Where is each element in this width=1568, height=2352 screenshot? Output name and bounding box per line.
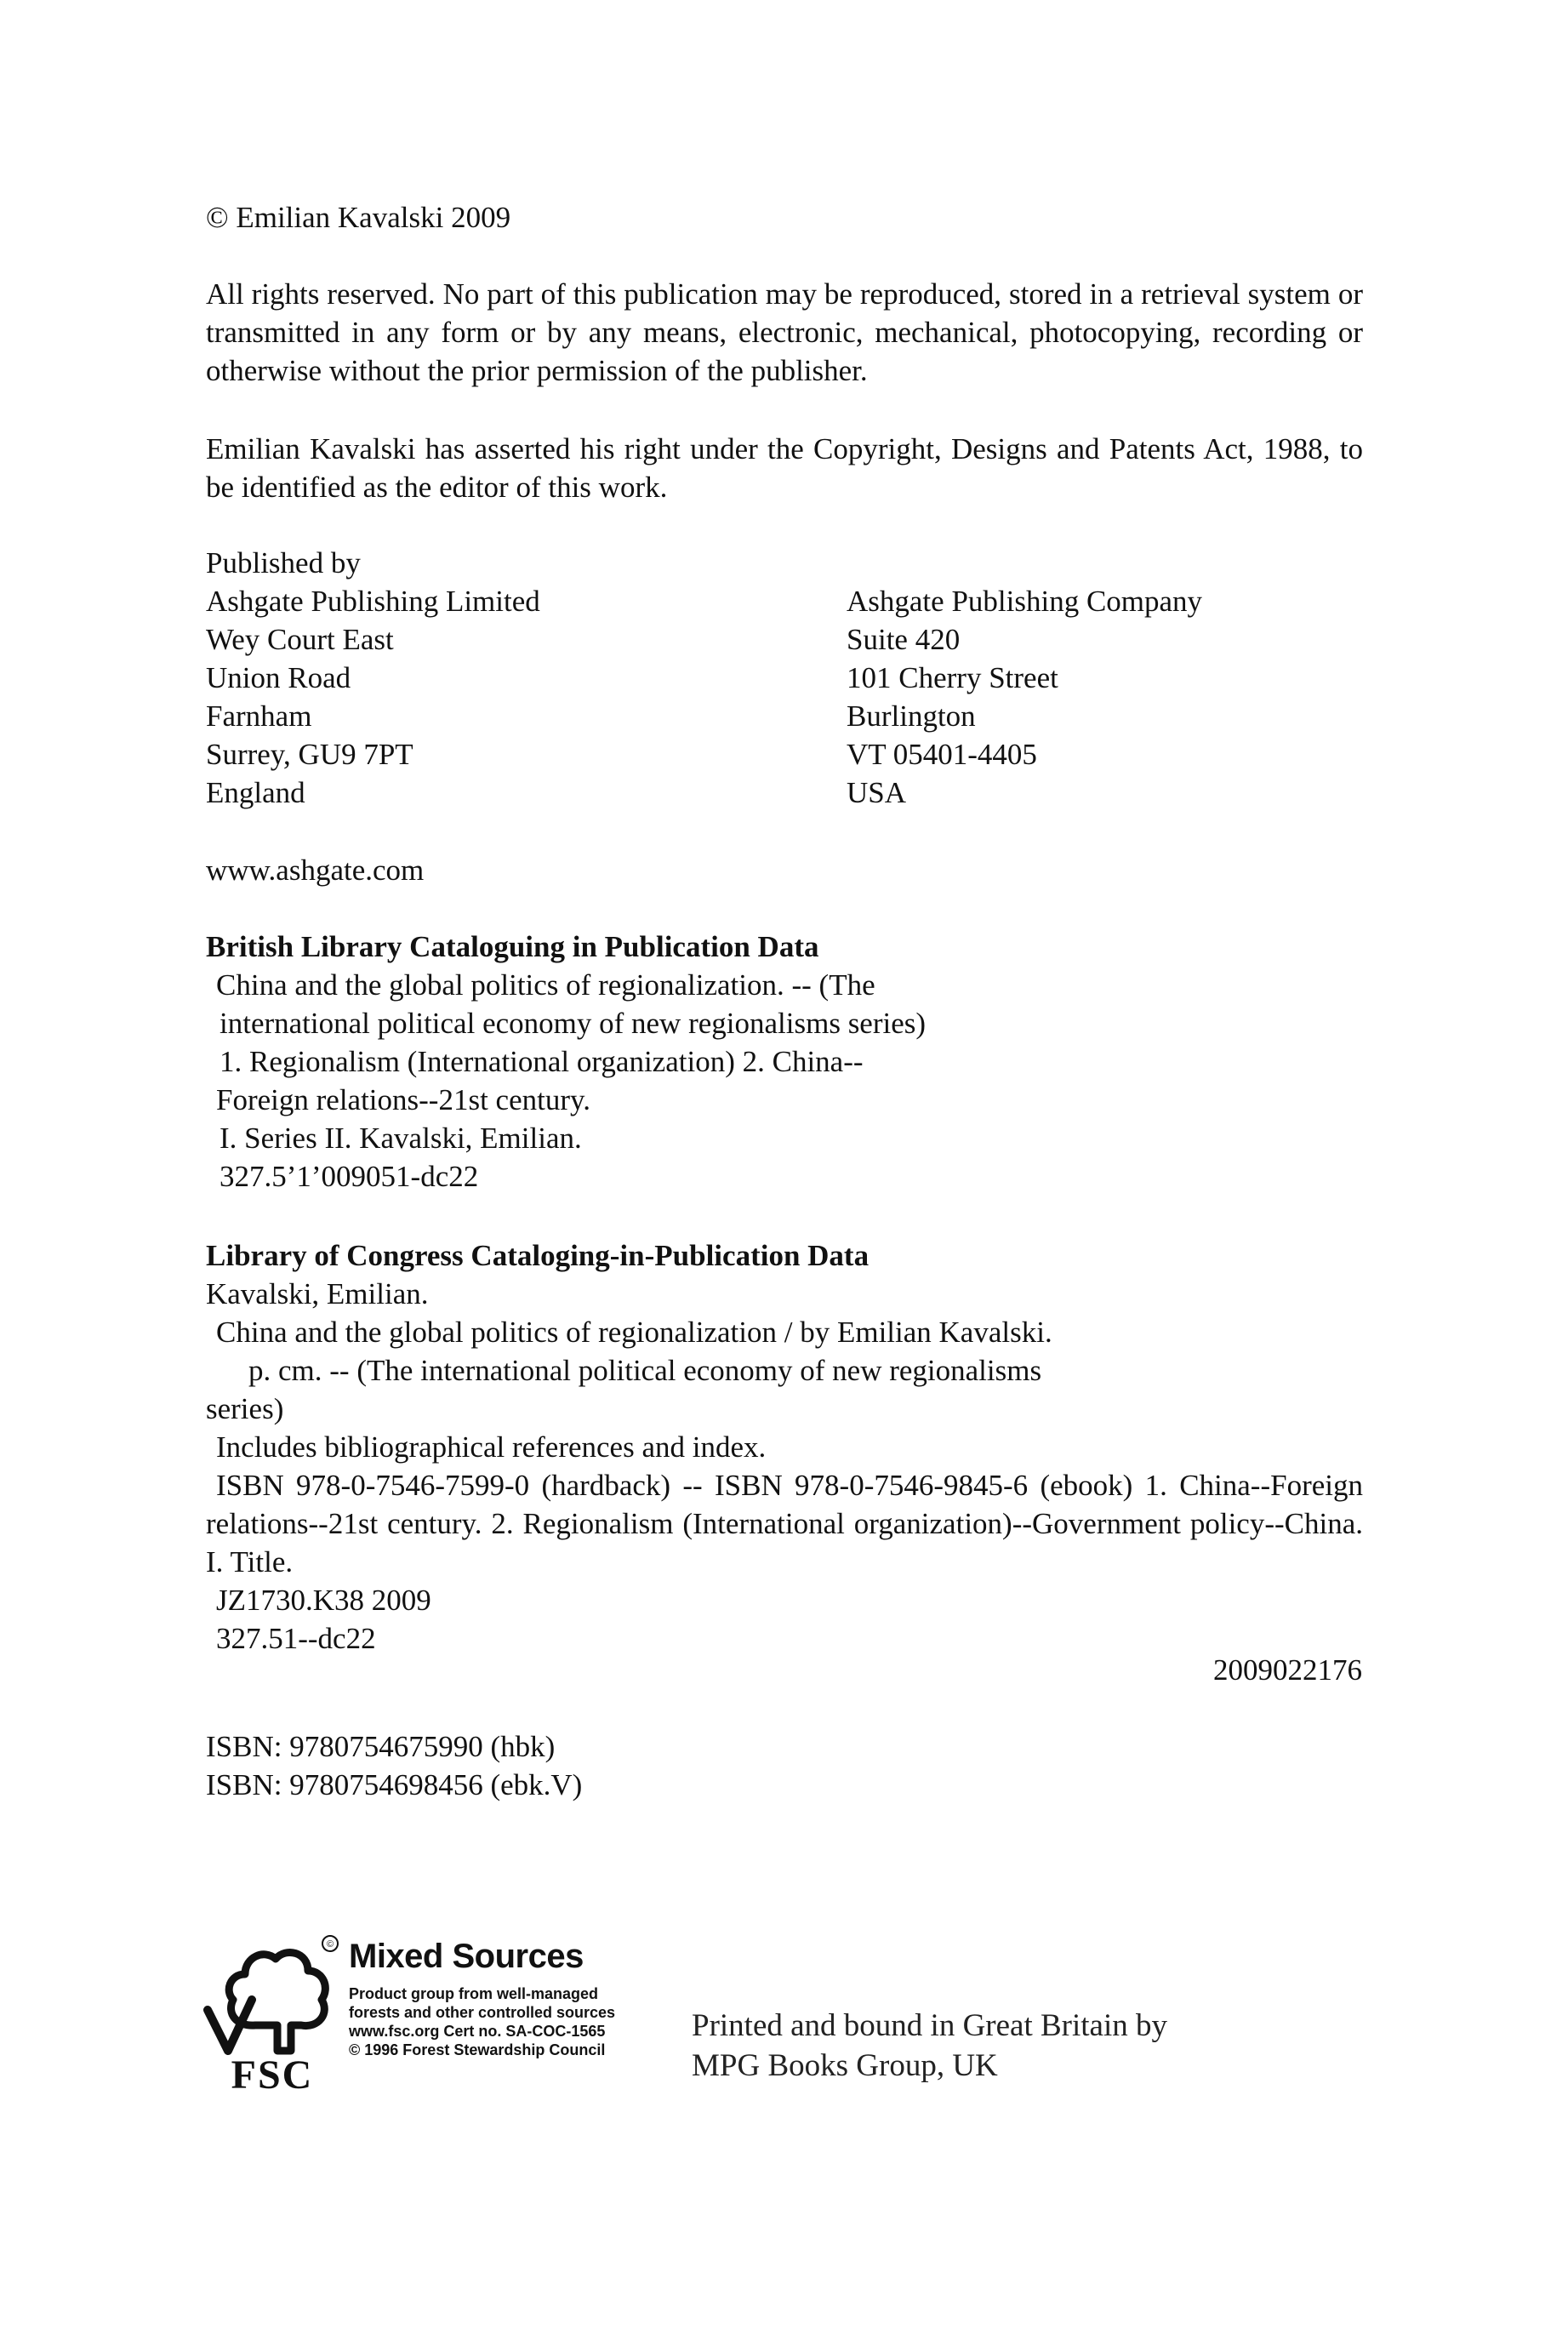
publisher-us-address	[847, 582, 1202, 812]
copyright-line	[206, 198, 1363, 237]
publisher-uk-city: Farnham	[206, 699, 312, 733]
bl-cip-line: China and the global politics of regionalization. -- (The	[216, 968, 875, 1002]
publisher-uk-region: Surrey, GU9 7PT	[206, 738, 413, 771]
publisher-us-country: USA	[847, 776, 907, 809]
publisher-uk-country: England	[206, 776, 305, 809]
fsc-text-block	[349, 1935, 655, 2059]
isbn-list	[206, 1727, 1363, 1804]
loc-cip-author: Kavalski, Emilian.	[206, 1277, 429, 1310]
published-by-label: Published by	[206, 546, 361, 579]
fsc-title: Mixed Sources	[349, 1938, 584, 1975]
publisher-uk-line2: Union Road	[206, 661, 351, 694]
loc-cip-series-cont: series)	[206, 1392, 284, 1425]
bl-cip-line: 1. Regionalism (International organization) 2. China--	[220, 1045, 864, 1078]
printer-line1: Printed and bound in Great Britain by	[692, 2008, 1168, 2043]
copyright-text: © Emilian Kavalski 2009	[206, 201, 511, 234]
loc-cip-dewey: 327.51--dc22	[216, 1622, 376, 1655]
loc-cip-notes: Includes bibliographical references and index.	[216, 1430, 767, 1464]
publisher-us-name: Ashgate Publishing Company	[847, 585, 1203, 618]
loc-cip-heading: Library of Congress Cataloging-in-Publication Data	[206, 1239, 870, 1272]
fsc-line: Product group from well-managed	[349, 1985, 599, 2002]
bl-cip-line: I. Series II. Kavalski, Emilian.	[220, 1122, 582, 1155]
loc-cip-block	[206, 1236, 1363, 1658]
publisher-uk-name: Ashgate Publishing Limited	[206, 585, 540, 618]
loc-control-number: 2009022176	[1213, 1653, 1362, 1687]
fsc-logo	[202, 1932, 645, 2102]
bl-cip-line: Foreign relations--21st century.	[216, 1083, 590, 1116]
loc-cip-call-number: JZ1730.K38 2009	[216, 1584, 431, 1617]
bl-cip-block	[206, 928, 1363, 1196]
publisher-us-region: VT 05401-4405	[847, 738, 1037, 771]
publisher-us-line1: Suite 420	[847, 623, 961, 656]
isbn-ebook: ISBN: 9780754698456 (ebk.V)	[206, 1768, 583, 1801]
publisher-uk-line1: Wey Court East	[206, 623, 394, 656]
rights-statement: All rights reserved. No part of this publication may be reproduced, stored in a retrieval system or transmitted in any form or by any means, electronic, mechanical, photocopying, recording or otherwise without the prior permission of the publisher.	[206, 277, 1363, 387]
fsc-line: © 1996 Forest Stewardship Council	[349, 2041, 606, 2058]
bl-cip-heading: British Library Cataloguing in Publication Data	[206, 930, 819, 963]
fsc-mark-label: FSC	[231, 2052, 314, 2093]
isbn-hardback: ISBN: 9780754675990 (hbk)	[206, 1730, 556, 1763]
publisher-us-city: Burlington	[847, 699, 976, 733]
fsc-line: www.fsc.org Cert no. SA-COC-1565	[349, 2023, 606, 2040]
fsc-tree-check-icon	[202, 1932, 343, 2093]
fsc-line: forests and other controlled sources	[349, 2004, 616, 2021]
fsc-registered-mark: ©	[326, 1939, 334, 1950]
bl-cip-line: international political economy of new regionalisms series)	[220, 1007, 927, 1040]
publisher-uk-address	[206, 582, 540, 812]
loc-cip-isbn-subjects: ISBN 978-0-7546-7599-0 (hardback) -- ISBN 978-0-7546-9845-6 (ebook) 1. China--Foreign relations--21st century. 2. Regionalism (International organization)--Government policy--China. I. Title.	[206, 1469, 1363, 1578]
publisher-website: www.ashgate.com	[206, 853, 425, 887]
publisher-us-line2: 101 Cherry Street	[847, 661, 1058, 694]
printer-line2: MPG Books Group, UK	[692, 2048, 998, 2083]
bl-cip-line: 327.5’1’009051-dc22	[220, 1160, 479, 1193]
loc-cip-title: China and the global politics of regionalization / by Emilian Kavalski.	[216, 1316, 1052, 1349]
moral-rights-assertion: Emilian Kavalski has asserted his right under the Copyright, Designs and Patents Act, 1988, to be identified as the editor of this work.	[206, 432, 1363, 504]
loc-cip-series: p. cm. -- (The international political economy of new regionalisms	[248, 1354, 1042, 1387]
printer-info	[692, 2006, 1167, 2086]
